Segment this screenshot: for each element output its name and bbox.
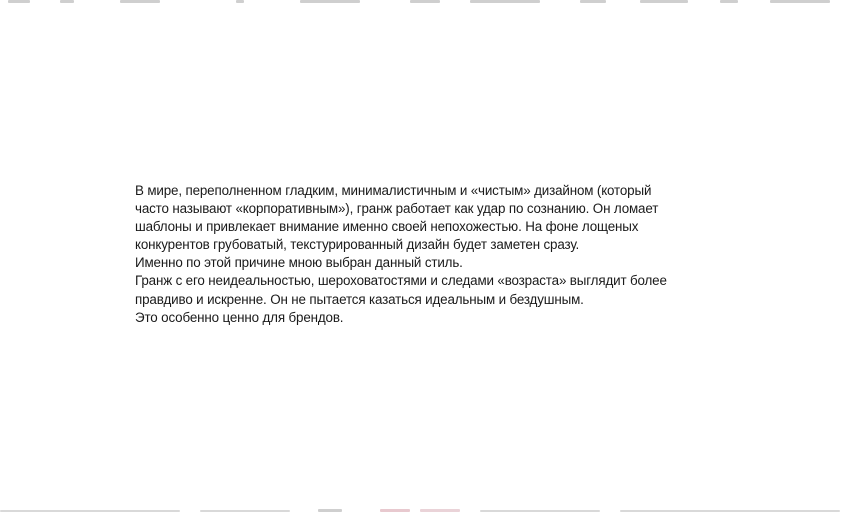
text-line: Гранж с его неидеальностью, шероховатостями и следами «возраста» выглядит более <box>135 273 667 289</box>
text-line: шаблоны и привлекает внимание именно своей непохожестью. На фоне лощеных <box>135 219 639 235</box>
text-line: В мире, переполненном гладким, минималистичным и «чистым» дизайном (который <box>135 183 652 198</box>
text-line: правдиво и искренне. Он не пытается казаться идеальным и бездушным. <box>135 291 584 307</box>
text-line: конкурентов грубоватый, текстурированный дизайн будет заметен сразу. <box>135 237 580 253</box>
body-text <box>135 182 735 327</box>
top-grunge-edge <box>0 0 843 6</box>
text-line: Именно по этой причине мною выбран данный стиль. <box>135 255 463 271</box>
text-line: часто называют «корпоративным»), гранж работает как удар по сознанию. Он ломает <box>135 201 659 217</box>
text-line: Это особенно ценно для брендов. <box>135 309 344 325</box>
bottom-grunge-edge <box>0 507 843 513</box>
